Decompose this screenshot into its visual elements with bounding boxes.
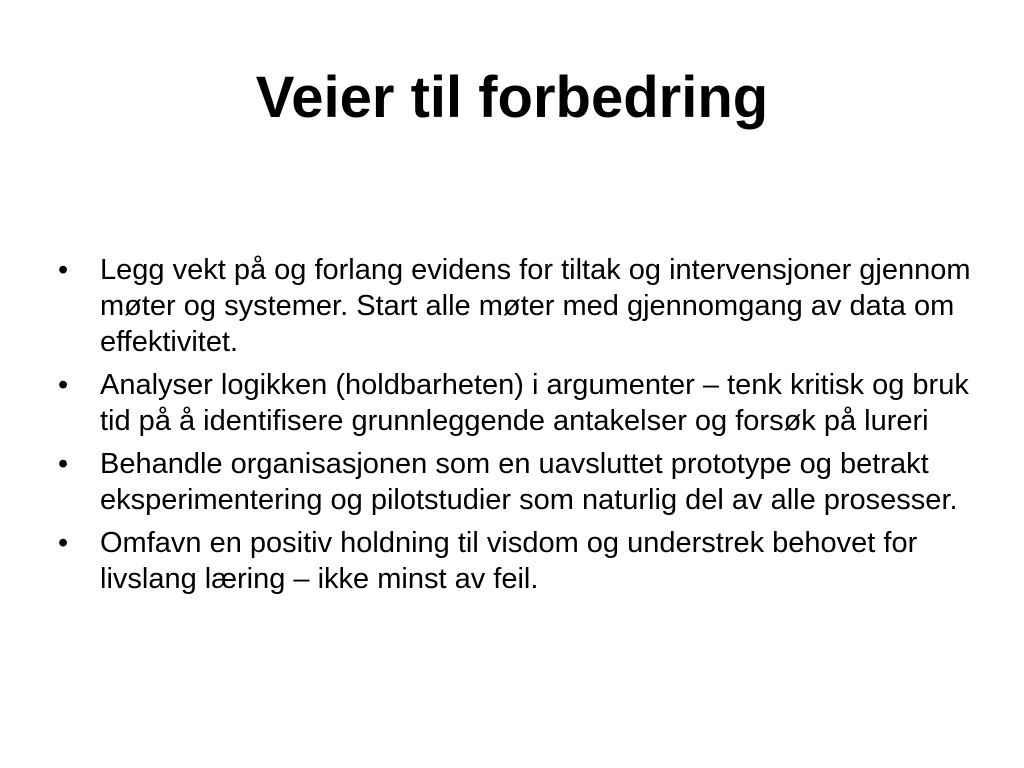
slide-title: Veier til forbedring: [255, 65, 769, 130]
bullet-list: [58, 252, 978, 604]
bullet-marker: •: [58, 254, 69, 286]
bullet-item: [58, 252, 978, 360]
bullet-marker: •: [58, 448, 69, 480]
bullet-item: [58, 367, 978, 439]
bullet-marker: •: [58, 527, 69, 559]
bullet-text: Analyser logikken (holdbarheten) i argumenter – tenk kritisk og bruk tid på å identifisere grunnleggende antakelser og forsøk på lureri: [100, 369, 969, 437]
bullet-item: [58, 525, 978, 597]
bullet-text: Omfavn en positiv holdning til visdom og understrek behovet for livslang læring – ikke minst av feil.: [100, 527, 918, 595]
bullet-text: Behandle organisasjonen som en uavsluttet prototype og betrakt eksperimentering og pilotstudier som naturlig del av alle prosesser.: [100, 448, 958, 516]
bullet-item: [58, 446, 978, 518]
bullet-text: Legg vekt på og forlang evidens for tiltak og intervensjoner gjennom møter og systemer. Start alle møter med gjennomgang av data om effektivitet.: [100, 254, 971, 358]
bullet-marker: •: [58, 369, 69, 401]
